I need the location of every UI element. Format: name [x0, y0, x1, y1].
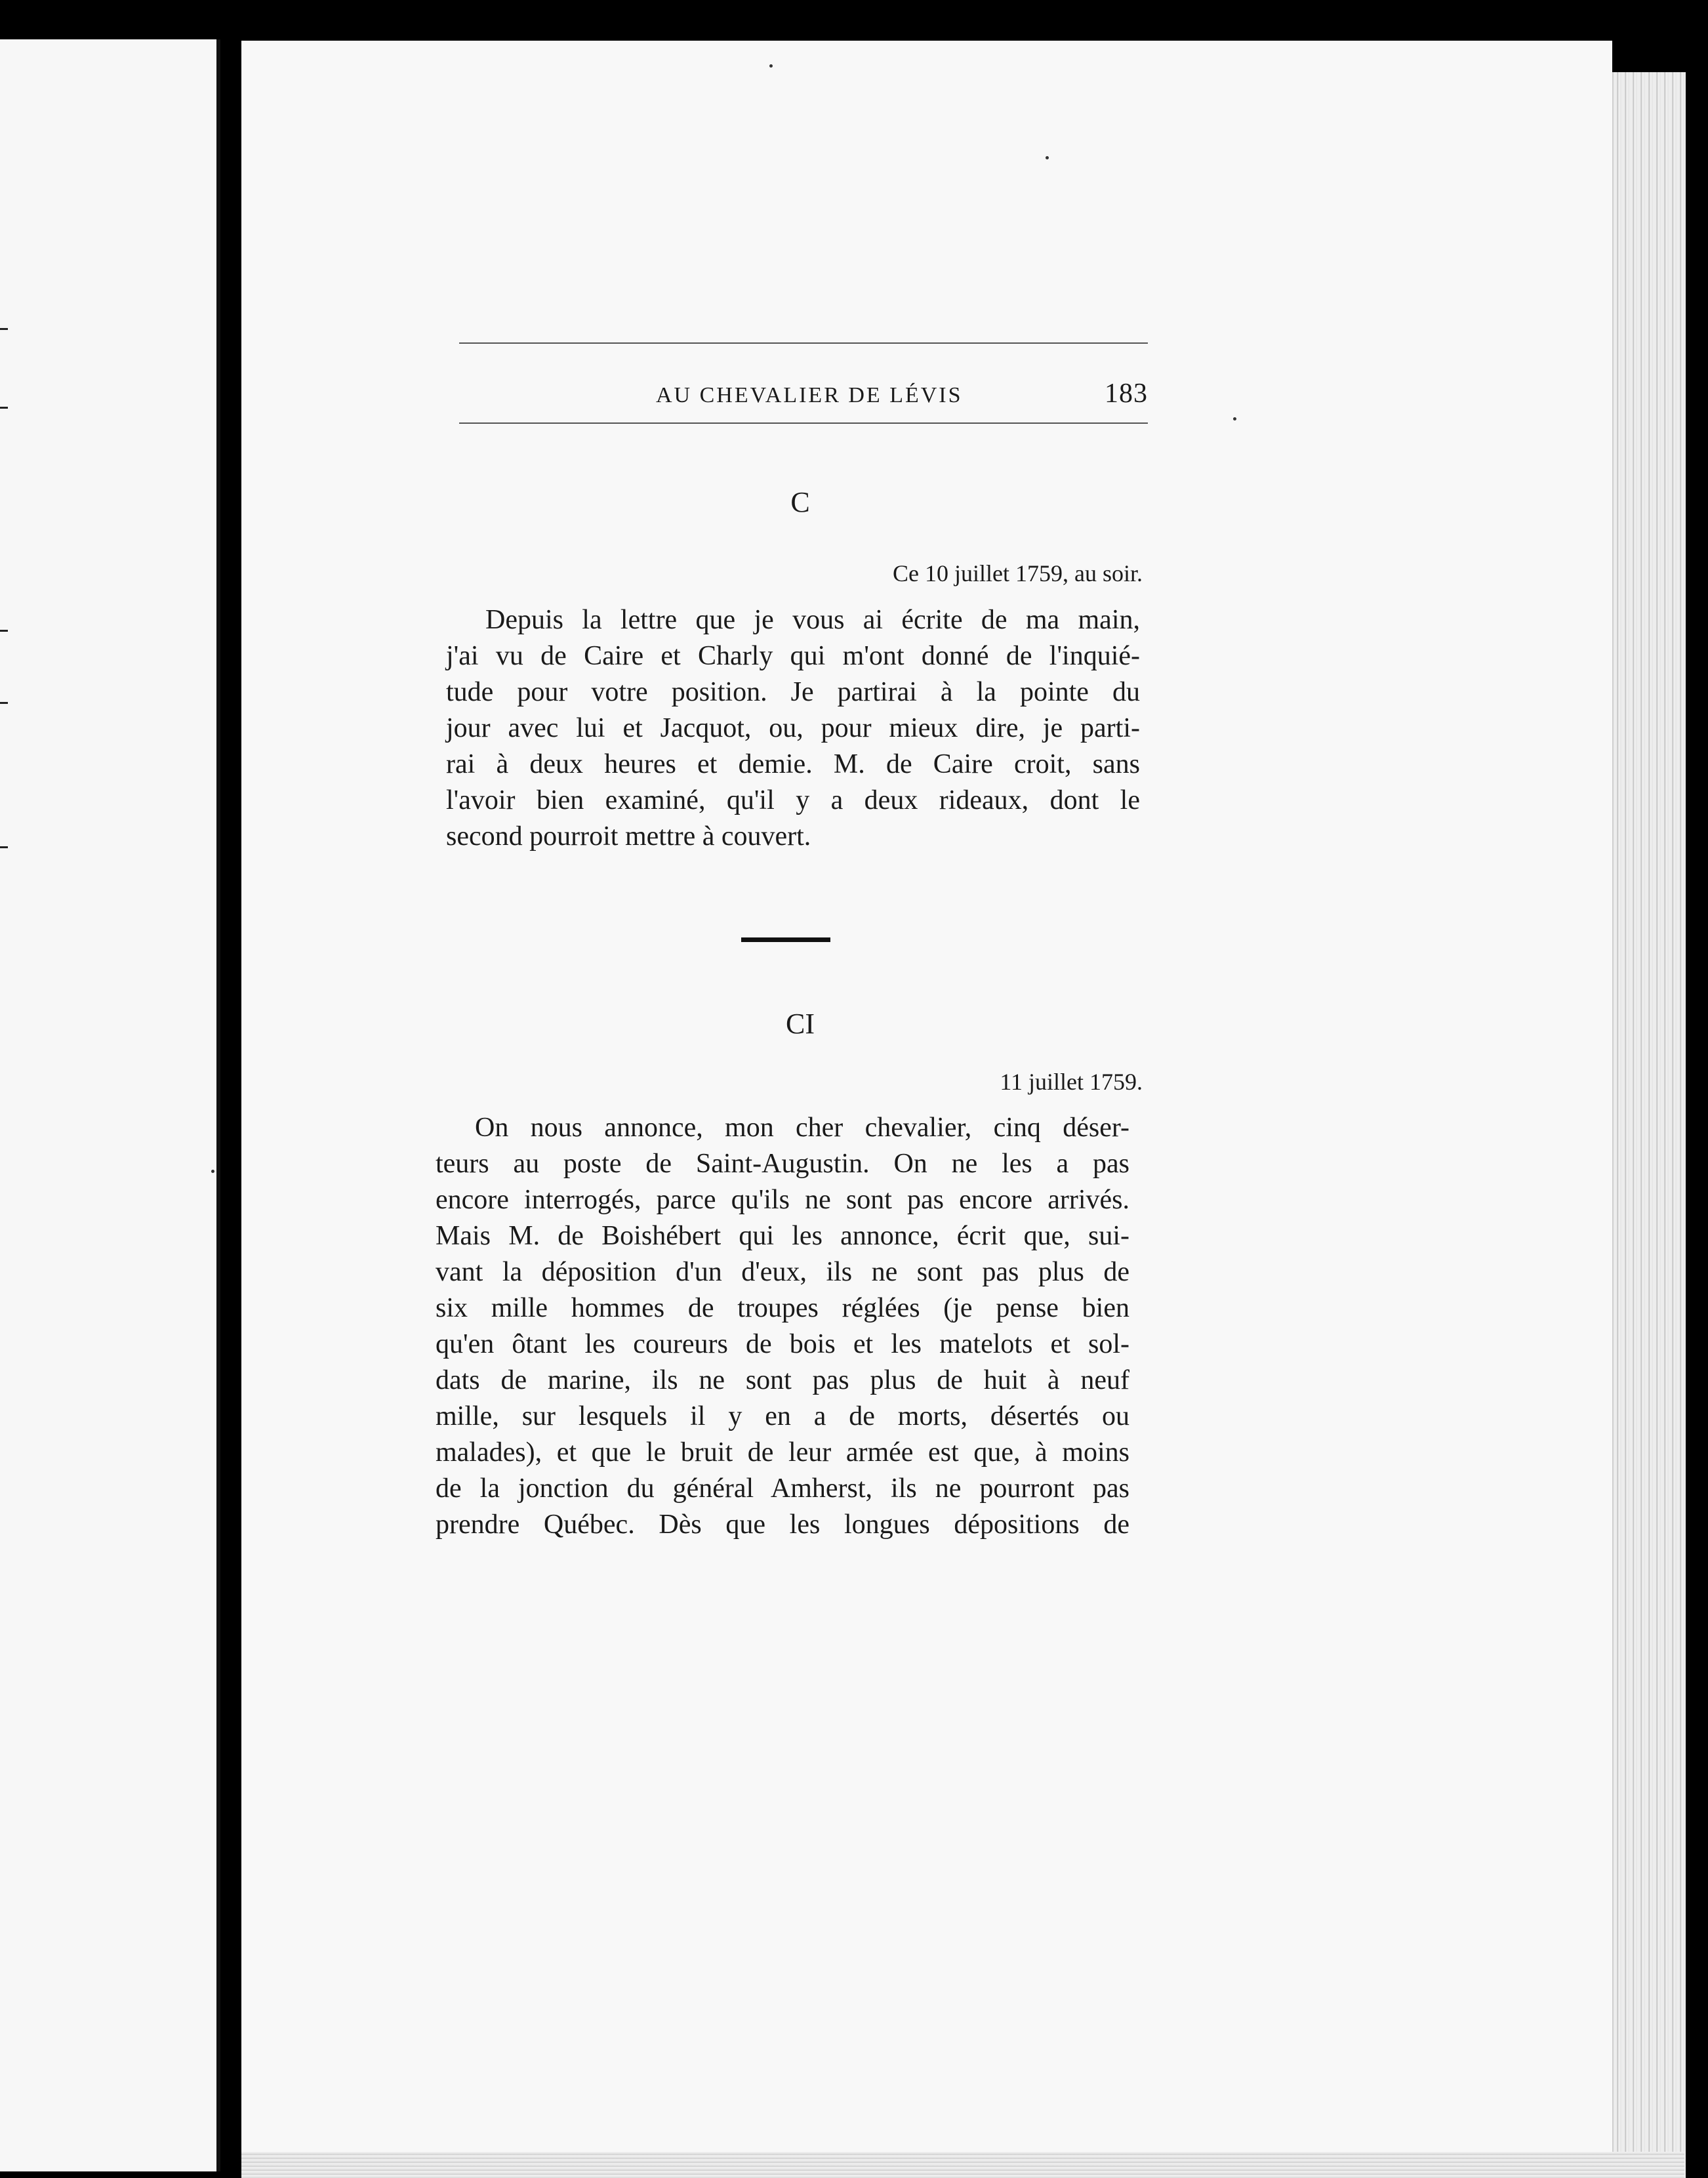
header-rule-bottom: [459, 422, 1148, 424]
page-bottom-edge: [241, 2152, 1684, 2178]
letter-body: [436, 1110, 1129, 1543]
page-mark: [0, 407, 8, 409]
letter-date: 11 juillet 1759.: [1000, 1069, 1143, 1095]
text-line: six mille hommes de troupes réglées (je pense bien: [436, 1293, 1129, 1323]
section-separator: [741, 937, 830, 942]
page-mark: [0, 846, 8, 848]
left-facing-page: [0, 39, 220, 2171]
text-line: j'ai vu de Caire et Charly qui m'ont donné de l'inquié-: [446, 641, 1140, 671]
text-line: de la jonction du général Amherst, ils ne pourront pas: [436, 1473, 1129, 1504]
dust-speck: [211, 1170, 214, 1173]
text-line: encore interrogés, parce qu'ils ne sont pas encore arrivés.: [436, 1185, 1129, 1215]
book-page: [241, 41, 1612, 2178]
text-line: dats de marine, ils ne sont pas plus de huit à neuf: [436, 1365, 1129, 1395]
text-line: On nous annonce, mon cher chevalier, cinq déser-: [475, 1113, 1129, 1143]
text-line: l'avoir bien examiné, qu'il y a deux rideaux, dont le: [446, 785, 1140, 815]
text-line: jour avec lui et Jacquot, ou, pour mieux dire, je parti-: [446, 713, 1140, 743]
letter-date: Ce 10 juillet 1759, au soir.: [893, 560, 1143, 586]
text-line: Depuis la lettre que je vous ai écrite de ma main,: [485, 605, 1140, 635]
text-line: teurs au poste de Saint-Augustin. On ne les a pas: [436, 1149, 1129, 1179]
text-line: vant la déposition d'un d'eux, ils ne sont pas plus de: [436, 1257, 1129, 1287]
dust-speck: [769, 64, 773, 68]
text-line: second pourroit mettre à couvert.: [446, 821, 811, 852]
letter-body: [446, 602, 1140, 855]
letter-number: CI: [786, 1008, 815, 1040]
page-mark: [0, 630, 8, 632]
text-line: malades), et que le bruit de leur armée est que, à moins: [436, 1437, 1129, 1468]
header-rule-top: [459, 342, 1148, 344]
text-line: qu'en ôtant les coureurs de bois et les matelots et sol-: [436, 1329, 1129, 1359]
dust-speck: [1233, 417, 1236, 421]
text-line: tude pour votre position. Je partirai à la pointe du: [446, 677, 1140, 707]
text-line: prendre Québec. Dès que les longues dépositions de: [436, 1510, 1129, 1540]
page-edges: [1612, 72, 1686, 2178]
running-head-title: AU CHEVALIER DE LÉVIS: [656, 383, 963, 407]
page-number: 183: [1105, 379, 1148, 409]
dust-speck: [1046, 156, 1049, 159]
page-mark: [0, 702, 8, 704]
text-line: mille, sur lesquels il y en a de morts, désertés ou: [436, 1401, 1129, 1431]
text-line: rai à deux heures et demie. M. de Caire croit, sans: [446, 749, 1140, 779]
text-line: Mais M. de Boishébert qui les annonce, écrit que, sui-: [436, 1221, 1129, 1251]
letter-number: C: [790, 486, 810, 518]
page-mark: [0, 328, 8, 330]
running-head: [459, 378, 1148, 409]
